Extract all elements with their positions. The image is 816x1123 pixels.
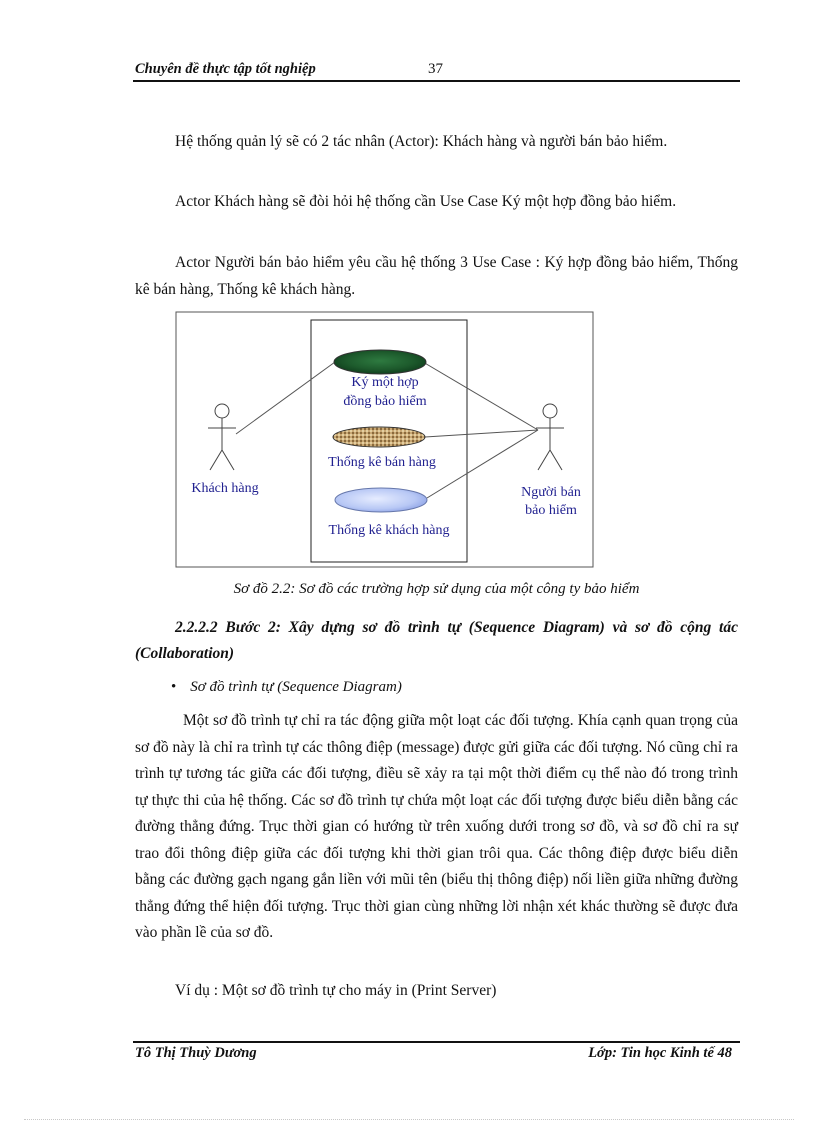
example-line: Ví dụ : Một sơ đồ trình tự cho máy in (Print Server) — [175, 982, 497, 999]
association-seller-sales — [425, 430, 538, 437]
footer-divider — [133, 1041, 740, 1043]
actor-customer-figure — [208, 404, 236, 470]
actor-customer-label: Khách hàng — [191, 481, 259, 496]
usecase-contract-ellipse — [334, 350, 426, 374]
actor-seller-figure — [536, 404, 564, 470]
paragraph-actor-seller: Actor Người bán bảo hiểm yêu cầu hệ thống 3 Use Case : Ký hợp đồng bảo hiểm, Thống kê bán hàng, Thống kê khách hàng. — [135, 254, 738, 298]
footer-author: Tô Thị Thuỳ Dương — [135, 1045, 257, 1061]
paragraph-actors: Hệ thống quản lý sẽ có 2 tác nhân (Actor): Khách hàng và người bán bảo hiểm. — [175, 133, 668, 150]
header-title: Chuyên đề thực tập tốt nghiệp — [135, 61, 316, 77]
association-customer-contract — [236, 362, 335, 434]
bullet-label: Sơ đồ trình tự (Sequence Diagram) — [190, 679, 402, 695]
bullet-dot-icon: • — [171, 679, 177, 695]
paragraph-actor-customer: Actor Khách hàng sẽ đòi hỏi hệ thống cần Use Case Ký một hợp đồng bảo hiểm. — [175, 193, 677, 210]
usecase-sales-stats-ellipse — [333, 427, 425, 447]
actor-seller-label-1: Người bán — [521, 485, 581, 500]
section-heading: 2.2.2.2 Bước 2: Xây dựng sơ đồ trình tự (Sequence Diagram) và sơ đồ cộng tác (Collaboration) — [135, 619, 738, 662]
usecase-contract-label-1: Ký một hợp — [351, 375, 419, 390]
page-bottom-border — [24, 1119, 794, 1120]
association-seller-contract — [423, 362, 538, 430]
usecase-customer-stats-ellipse — [335, 488, 427, 512]
figure-caption: Sơ đồ 2.2: Sơ đồ các trường hợp sử dụng của một công ty bảo hiểm — [233, 581, 640, 597]
sequence-diagram-description: Một sơ đồ trình tự chỉ ra tác động giữa một loạt các đối tượng. Khía cạnh quan trọng của sơ đồ này là chỉ ra trình tự các thông điệp (message) được gửi giữa các đối tượng. Nó cũng chỉ ra trình tự tương tác giữa các đối tượng, điều sẽ xảy ra tại một thời điểm cụ thể nào đó trong trình tự thực thi của hệ thống. Các sơ đồ trình tự chứa một loạt các đối tượng được biểu diễn bằng các đường thẳng đứng. Trục thời gian có hướng từ trên xuống dưới trong sơ đồ, và sơ đồ chỉ ra sự trao đổi thông điệp giữa các đối tượng khi thời gian trôi qua. Các thông điệp được biểu diễn bằng các đường gạch ngang gắn liền với mũi tên (biểu thị thông điệp) nối liền giữa những đường thẳng đứng thể hiện đối tượng. Trục thời gian cùng những lời nhận xét khác thường sẽ được đưa vào phần lề của sơ đồ. — [135, 712, 738, 941]
page-number: 37 — [428, 61, 443, 77]
bullet-item — [171, 679, 402, 696]
usecase-sales-stats-label: Thống kê bán hàng — [328, 455, 436, 470]
usecase-customer-stats-label: Thống kê khách hàng — [328, 523, 450, 538]
footer-class: Lớp: Tin học Kinh tế 48 — [588, 1045, 732, 1061]
actor-seller-label-2: bảo hiểm — [525, 503, 577, 518]
usecase-contract-label-2: đồng bảo hiểm — [343, 394, 427, 409]
